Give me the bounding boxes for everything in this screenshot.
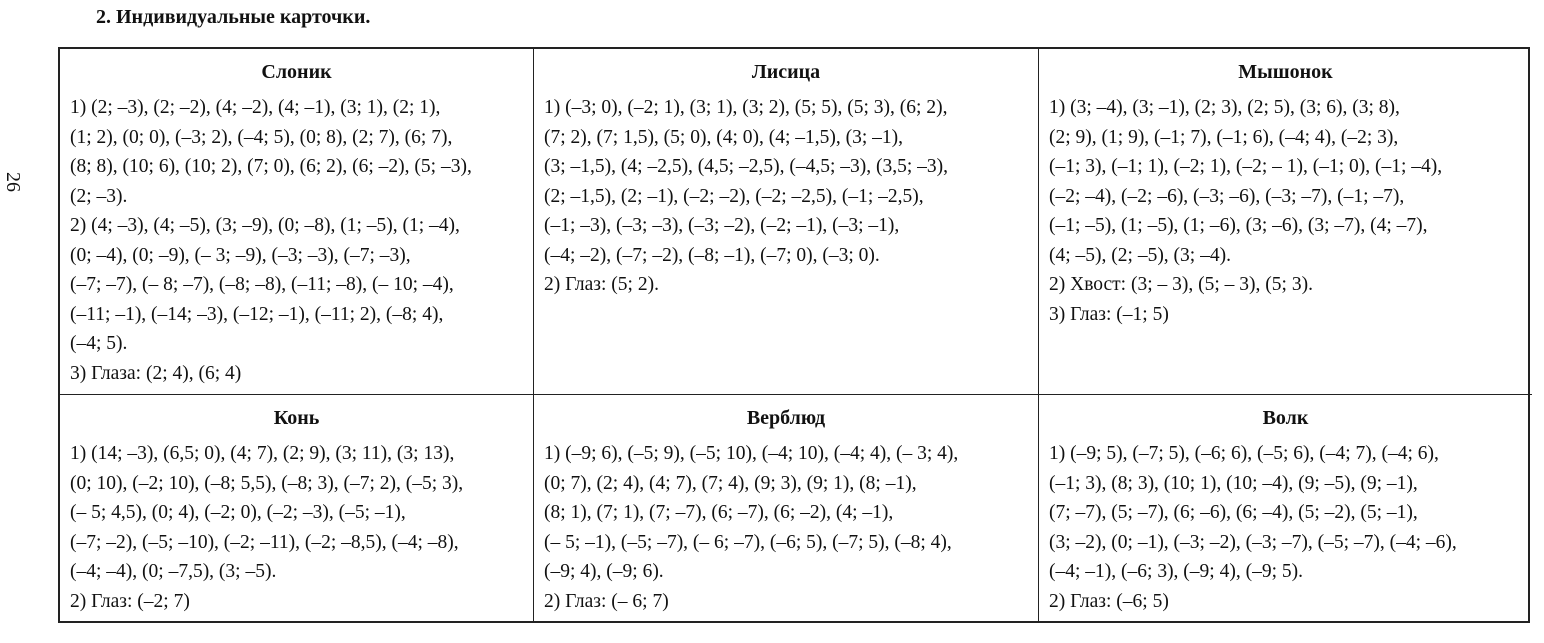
card-coordinate-line: 1) (–3; 0), (–2; 1), (3; 1), (3; 2), (5; 5), (5; 3), (6; 2), <box>544 97 948 118</box>
card-coordinate-line: (0; –4), (0; –9), (– 3; –9), (–3; –3), (–7; –3), <box>70 244 411 266</box>
card-coordinate-line: 2) Глаз: (– 6; 7) <box>544 590 669 612</box>
card-coordinate-line: (–4; –4), (0; –7,5), (3; –5). <box>70 561 277 582</box>
card-coordinate-line: (3; –1,5), (4; –2,5), (4,5; –2,5), (–4,5; –3), (3,5; –3), <box>544 156 949 177</box>
card-coordinate-line: (–1; –3), (–3; –3), (–3; –2), (–2; –1), (–3; –1), <box>544 215 900 236</box>
card-coordinate-line: (–4; 5). <box>70 333 128 354</box>
cards-table <box>58 47 1530 623</box>
card-coordinate-line: (8; 8), (10; 6), (10; 2), (7; 0), (6; 2), (6; –2), (5; –3), <box>70 156 472 177</box>
card-coordinate-line: 2) Глаз: (–2; 7) <box>70 590 190 612</box>
card-title: Конь <box>273 407 320 429</box>
card-coordinate-line: 2) Глаз: (5; 2). <box>544 274 659 295</box>
card-coordinate-line: 2) Глаз: (–6; 5) <box>1049 590 1169 612</box>
card-coordinate-line: 1) (14; –3), (6,5; 0), (4; 7), (2; 9), (3; 11), (3; 13), <box>70 443 455 464</box>
card-cell <box>1039 395 1532 623</box>
card-coordinate-line: (4; –5), (2; –5), (3; –4). <box>1049 244 1231 266</box>
card-coordinate-line: (0; 7), (2; 4), (4; 7), (7; 4), (9; 3), (9; 1), (8; –1), <box>544 472 917 494</box>
card-coordinate-line: 3) Глаз: (–1; 5) <box>1049 303 1169 325</box>
card-coordinate-line: 1) (2; –3), (2; –2), (4; –2), (4; –1), (3; 1), (2; 1), <box>70 97 441 118</box>
card-coordinate-line: 1) (3; –4), (3; –1), (2; 3), (2; 5), (3; 6), (3; 8), <box>1049 97 1400 118</box>
card-coordinate-line: (2; 9), (1; 9), (–1; 7), (–1; 6), (–4; 4), (–2; 3), <box>1049 126 1399 148</box>
card-coordinate-line: (–1; 3), (–1; 1), (–2; 1), (–2; – 1), (–1; 0), (–1; –4), <box>1049 156 1443 177</box>
card-coordinate-line: (2; –1,5), (2; –1), (–2; –2), (–2; –2,5), (–1; –2,5), <box>544 185 924 207</box>
card-coordinate-line: (–1; 3), (8; 3), (10; 1), (10; –4), (9; –5), (9; –1), <box>1049 472 1418 494</box>
card-coordinate-line: (–9; 4), (–9; 6). <box>544 561 664 582</box>
card-coordinate-line: (7; –7), (5; –7), (6; –6), (6; –4), (5; –2), (5; –1), <box>1049 502 1418 523</box>
card-coordinate-line: 1) (–9; 6), (–5; 9), (–5; 10), (–4; 10), (–4; 4), (– 3; 4), <box>544 443 959 464</box>
card-coordinate-line: 1) (–9; 5), (–7; 5), (–6; 6), (–5; 6), (–4; 7), (–4; 6), <box>1049 443 1439 464</box>
card-coordinate-line: (0; 10), (–2; 10), (–8; 5,5), (–8; 3), (–7; 2), (–5; 3), <box>70 472 464 494</box>
card-coordinate-line: (–4; –2), (–7; –2), (–8; –1), (–7; 0), (–3; 0). <box>544 244 880 266</box>
card-title: Лисица <box>751 61 821 83</box>
card-cell <box>1039 49 1532 395</box>
card-title: Слоник <box>261 61 332 83</box>
card-coordinate-line: (1; 2), (0; 0), (–3; 2), (–4; 5), (0; 8), (2; 7), (6; 7), <box>70 126 453 148</box>
card-coordinate-line: (7; 2), (7; 1,5), (5; 0), (4; 0), (4; –1,5), (3; –1), <box>544 126 904 148</box>
section-heading: 2. Индивидуальные карточки. <box>96 6 371 28</box>
card-coordinate-line: (–1; –5), (1; –5), (1; –6), (3; –6), (3; –7), (4; –7), <box>1049 215 1428 236</box>
card-title: Верблюд <box>746 407 826 429</box>
card-coordinate-line: (8; 1), (7; 1), (7; –7), (6; –7), (6; –2), (4; –1), <box>544 502 894 523</box>
card-cell <box>534 395 1039 623</box>
card-coordinate-line: (– 5; 4,5), (0; 4), (–2; 0), (–2; –3), (–5; –1), <box>70 502 406 523</box>
card-cell <box>60 49 534 395</box>
card-coordinate-line: 2) Хвост: (3; – 3), (5; – 3), (5; 3). <box>1049 274 1313 295</box>
card-coordinate-line: (–11; –1), (–14; –3), (–12; –1), (–11; 2), (–8; 4), <box>70 303 444 325</box>
card-coordinate-line: (2; –3). <box>70 185 128 207</box>
card-coordinate-line: 3) Глаза: (2; 4), (6; 4) <box>70 362 242 384</box>
card-title: Мышонок <box>1238 61 1333 83</box>
card-coordinate-line: (–4; –1), (–6; 3), (–9; 4), (–9; 5). <box>1049 561 1303 582</box>
page-number: 26 <box>2 172 24 192</box>
card-title: Волк <box>1262 407 1309 429</box>
card-coordinate-line: (3; –2), (0; –1), (–3; –2), (–3; –7), (–5; –7), (–4; –6), <box>1049 531 1457 553</box>
card-coordinate-line: (– 5; –1), (–5; –7), (– 6; –7), (–6; 5), (–7; 5), (–8; 4), <box>544 531 952 553</box>
card-cell <box>60 395 534 623</box>
card-coordinate-line: (–7; –2), (–5; –10), (–2; –11), (–2; –8,5), (–4; –8), <box>70 531 459 553</box>
card-cell <box>534 49 1039 395</box>
card-coordinate-line: (–2; –4), (–2; –6), (–3; –6), (–3; –7), (–1; –7), <box>1049 185 1405 207</box>
card-coordinate-line: (–7; –7), (– 8; –7), (–8; –8), (–11; –8), (– 10; –4), <box>70 274 454 295</box>
card-coordinate-line: 2) (4; –3), (4; –5), (3; –9), (0; –8), (1; –5), (1; –4), <box>70 215 460 236</box>
